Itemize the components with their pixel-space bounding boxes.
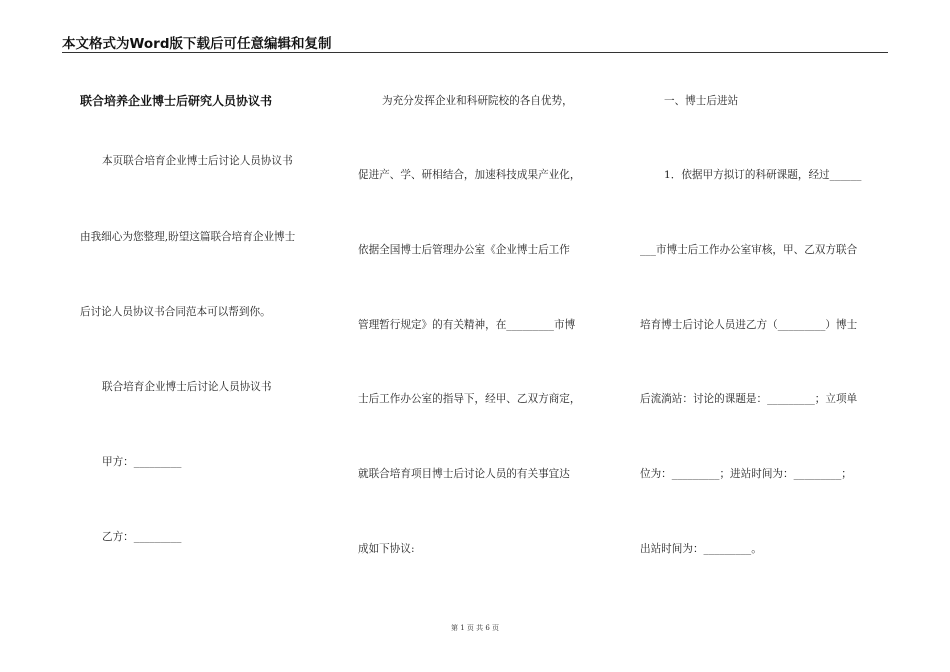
party-b-line: 乙方：_________ bbox=[102, 531, 182, 543]
document-header: 本文格式为Word版下载后可任意编辑和复制 bbox=[62, 36, 332, 52]
page-number: 第 1 页 共 6 页 bbox=[450, 624, 500, 632]
paragraph-line: 出站时间为：_________。 bbox=[640, 543, 762, 555]
paragraph-line: 后流淌站：讨论的课题是：_________；立项单 bbox=[640, 393, 858, 405]
paragraph-line: 培育博士后讨论人员进乙方（_________）博士 bbox=[640, 319, 858, 331]
paragraph-line: 依据全国博士后管理办公室《企业博士后工作 bbox=[358, 244, 570, 256]
paragraph-line: 士后工作办公室的指导下，经甲、乙双方商定， bbox=[358, 393, 581, 405]
paragraph-line: 就联合培育项目博士后讨论人员的有关事宜达 bbox=[358, 468, 570, 480]
document-title: 联合培养企业博士后研究人员协议书 bbox=[80, 94, 273, 108]
party-a-line: 甲方：_________ bbox=[102, 456, 182, 468]
section-heading: 一、博士后进站 bbox=[664, 95, 739, 107]
paragraph-line: ___市博士后工作办公室审核，甲、乙双方联合 bbox=[640, 244, 858, 256]
paragraph-line: 促进产、学、研相结合，加速科技成果产业化， bbox=[358, 169, 581, 181]
paragraph-line: 为充分发挥企业和科研院校的各自优势， bbox=[382, 95, 573, 107]
paragraph-line: 本页联合培育企业博士后讨论人员协议书 bbox=[102, 155, 293, 167]
paragraph-line: 1．依据甲方拟订的科研课题，经过______ bbox=[664, 169, 862, 181]
paragraph-line: 联合培育企业博士后讨论人员协议书 bbox=[102, 381, 272, 393]
paragraph-line: 位为：_________；进站时间为：_________； bbox=[640, 468, 852, 480]
paragraph-line: 成如下协议: bbox=[358, 543, 415, 555]
paragraph-line: 管理暂行规定》的有关精神，在_________市博 bbox=[358, 319, 576, 331]
paragraph-line: 由我细心为您整理,盼望这篇联合培育企业博士 bbox=[80, 231, 296, 243]
header-divider bbox=[62, 52, 888, 53]
paragraph-line: 后讨论人员协议书合同范本可以帮到你。 bbox=[80, 306, 271, 318]
